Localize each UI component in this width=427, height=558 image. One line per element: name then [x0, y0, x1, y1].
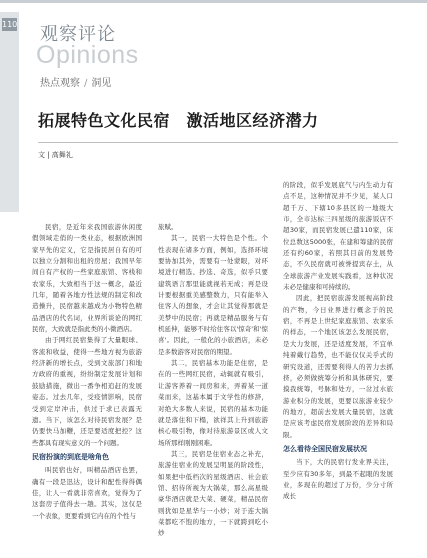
- top-bar: [0, 0, 427, 3]
- col3-paragraph: 因此，把民宿旅游发展视高阶段的产物，今日业界进行概念于的民宿，不再是上世纪家庭旅馆、农家乐的样态，一个地区该怎么发展民宿，是大力发展，还是适度发展，不宜单纯着戴行趋势，也不能仅仅关乎式的研究设道，还需要利得人的苦力去抓挤，必须做统筹分析和具体研究，要摸我统筹，号脉和处方，一岔过水旅游业积分的发展，更要以旅游业较少的地方，超前去发展大量民宿，这就是应该考虑民宿发展阶段的差异和局限。: [283, 294, 393, 439]
- column-3: [283, 180, 393, 503]
- column-1: [32, 222, 142, 522]
- col3-heading: 怎么看待全国民宿发展状况: [283, 444, 367, 453]
- subsection-label: [40, 74, 111, 89]
- subsection-left: 热点观察: [40, 78, 80, 89]
- page-number: 110: [2, 20, 18, 29]
- col2-paragraph: 其三，民宿是住宿业态之补充，旅游住宿业的发展呈明显的阶段性，如果把中低档次的星级酒店、社会旅馆、招待所视为大锅菜，那么高星级豪华酒店就是大菜、硬菜，精品民宿则犹如是星华与一小炒；对于连大锅菜都吃不饱的地方，一下就跨到吃小炒: [158, 449, 268, 538]
- subsection-right: 洞见: [91, 78, 112, 89]
- col3-paragraph: 的阶段，似乎发展底气与内生动力有点不足，这种情况并不少见，某人口超千万、下辖10多县区的一地级大市，全市达标三四星级的旅游饭店不超30家，而民宿发展已遣110家，床位总数这5000张，在建和筹建的民宿还有约60家，若照其目前的发展势态，不久民宿就可被誉提宾存土，从全球旅游产业发展实践看，这种状况未必是健康和可持续的。: [283, 181, 393, 292]
- col1-paragraph: 叫民宿也好，叫精品酒店也罢，确有一段是迅达，设计和配性得得偶佳，让人一看就非常喜欢，觉得为了这套房子值得去一趟。其实，这仅是一个表象，更要看到它内在的个性与: [32, 466, 142, 520]
- col1-paragraph: 由于网红民宿集得了大量眼球、客流和收益，使得一些地方视为旅游经济新的增长点，受到文旅部门和地方政府的重视，纷纷制定发展计划和鼓励措施，微出一番争相追赶的发展姿态。过去几年，受疫情影响，民宿受到定岸冲击，供过于求已表露无遗。当下，该怎么对待民宿发展？是仍要快马加鞭，还是要适度把控？这些都具有现实意义的一个问题。: [32, 336, 142, 447]
- column-2: [158, 222, 268, 540]
- byline-divider: [38, 142, 398, 143]
- article-headline: 拓展特色文化民宿 激活地区经济潜力: [38, 111, 319, 130]
- col2-paragraph: 旅赋。: [158, 223, 178, 231]
- col1-heading: 民宿扮演的到底是啥角色: [32, 452, 109, 461]
- col1-paragraph: 民宿，是近年来我国旅游休闲度假领域走俏的一类业态，根据欧洲国家早先的定义，它是指民居自有的可以独立分割和出租的房屋；我国早年间自有产权的一些家庭旅馆、客栈和农家乐，大致相当于这一概念，最近几年，随着各地方性法规的制定和改造操升，民宿越来越成为小物特色精品酒店的代名词，业界所谈论的网红民宿，大致就是指此类的小微酒店。: [32, 223, 142, 334]
- section-title-cn: 观察评论: [40, 24, 116, 45]
- col3-paragraph: 当下，大的民宿行发业界关注，至少应有30多年，到最不起眼的发展业，多现在的超过了万份，少分寸所成长: [283, 458, 393, 501]
- subsection-divider: /: [84, 78, 88, 89]
- col2-paragraph: 其一，民宿一大特色是个性。个性表现在诸多方面，例如，选择环境要协加其外，需要有一处蒙眼，对环境进行精选、抄选、奇选，似乎只要建筑语言那里能就视若无成；再是设计要根据重美感整数力，只有能举入住客人的想象，才会让其觉得那就是美梦中的民宿；再就是精品服务与有机延伸，能够不时给住客以'惊奇'和'惊喜'。因此，一般化的小旅酒店，未必是多数游客对民宿的期望。: [158, 234, 268, 356]
- article-byline: 文 | 高舞礼: [38, 151, 73, 159]
- section-title-en: Opinions: [36, 41, 139, 69]
- col2-paragraph: 其二，民宿基本功能是住宿，是在的一些网红民宿，动辄就有吸引，让游客养着一间房和来，弄着某一道菜而来，这基本属于文学性的修辞，对绝大多数人来说，民宿的基本功能就是落住和下榻，欲祥其上升到旅游核心吸引物，像对待旅游景区或人文场所那样刚刚困难。: [158, 359, 268, 447]
- page-tab: [0, 12, 19, 212]
